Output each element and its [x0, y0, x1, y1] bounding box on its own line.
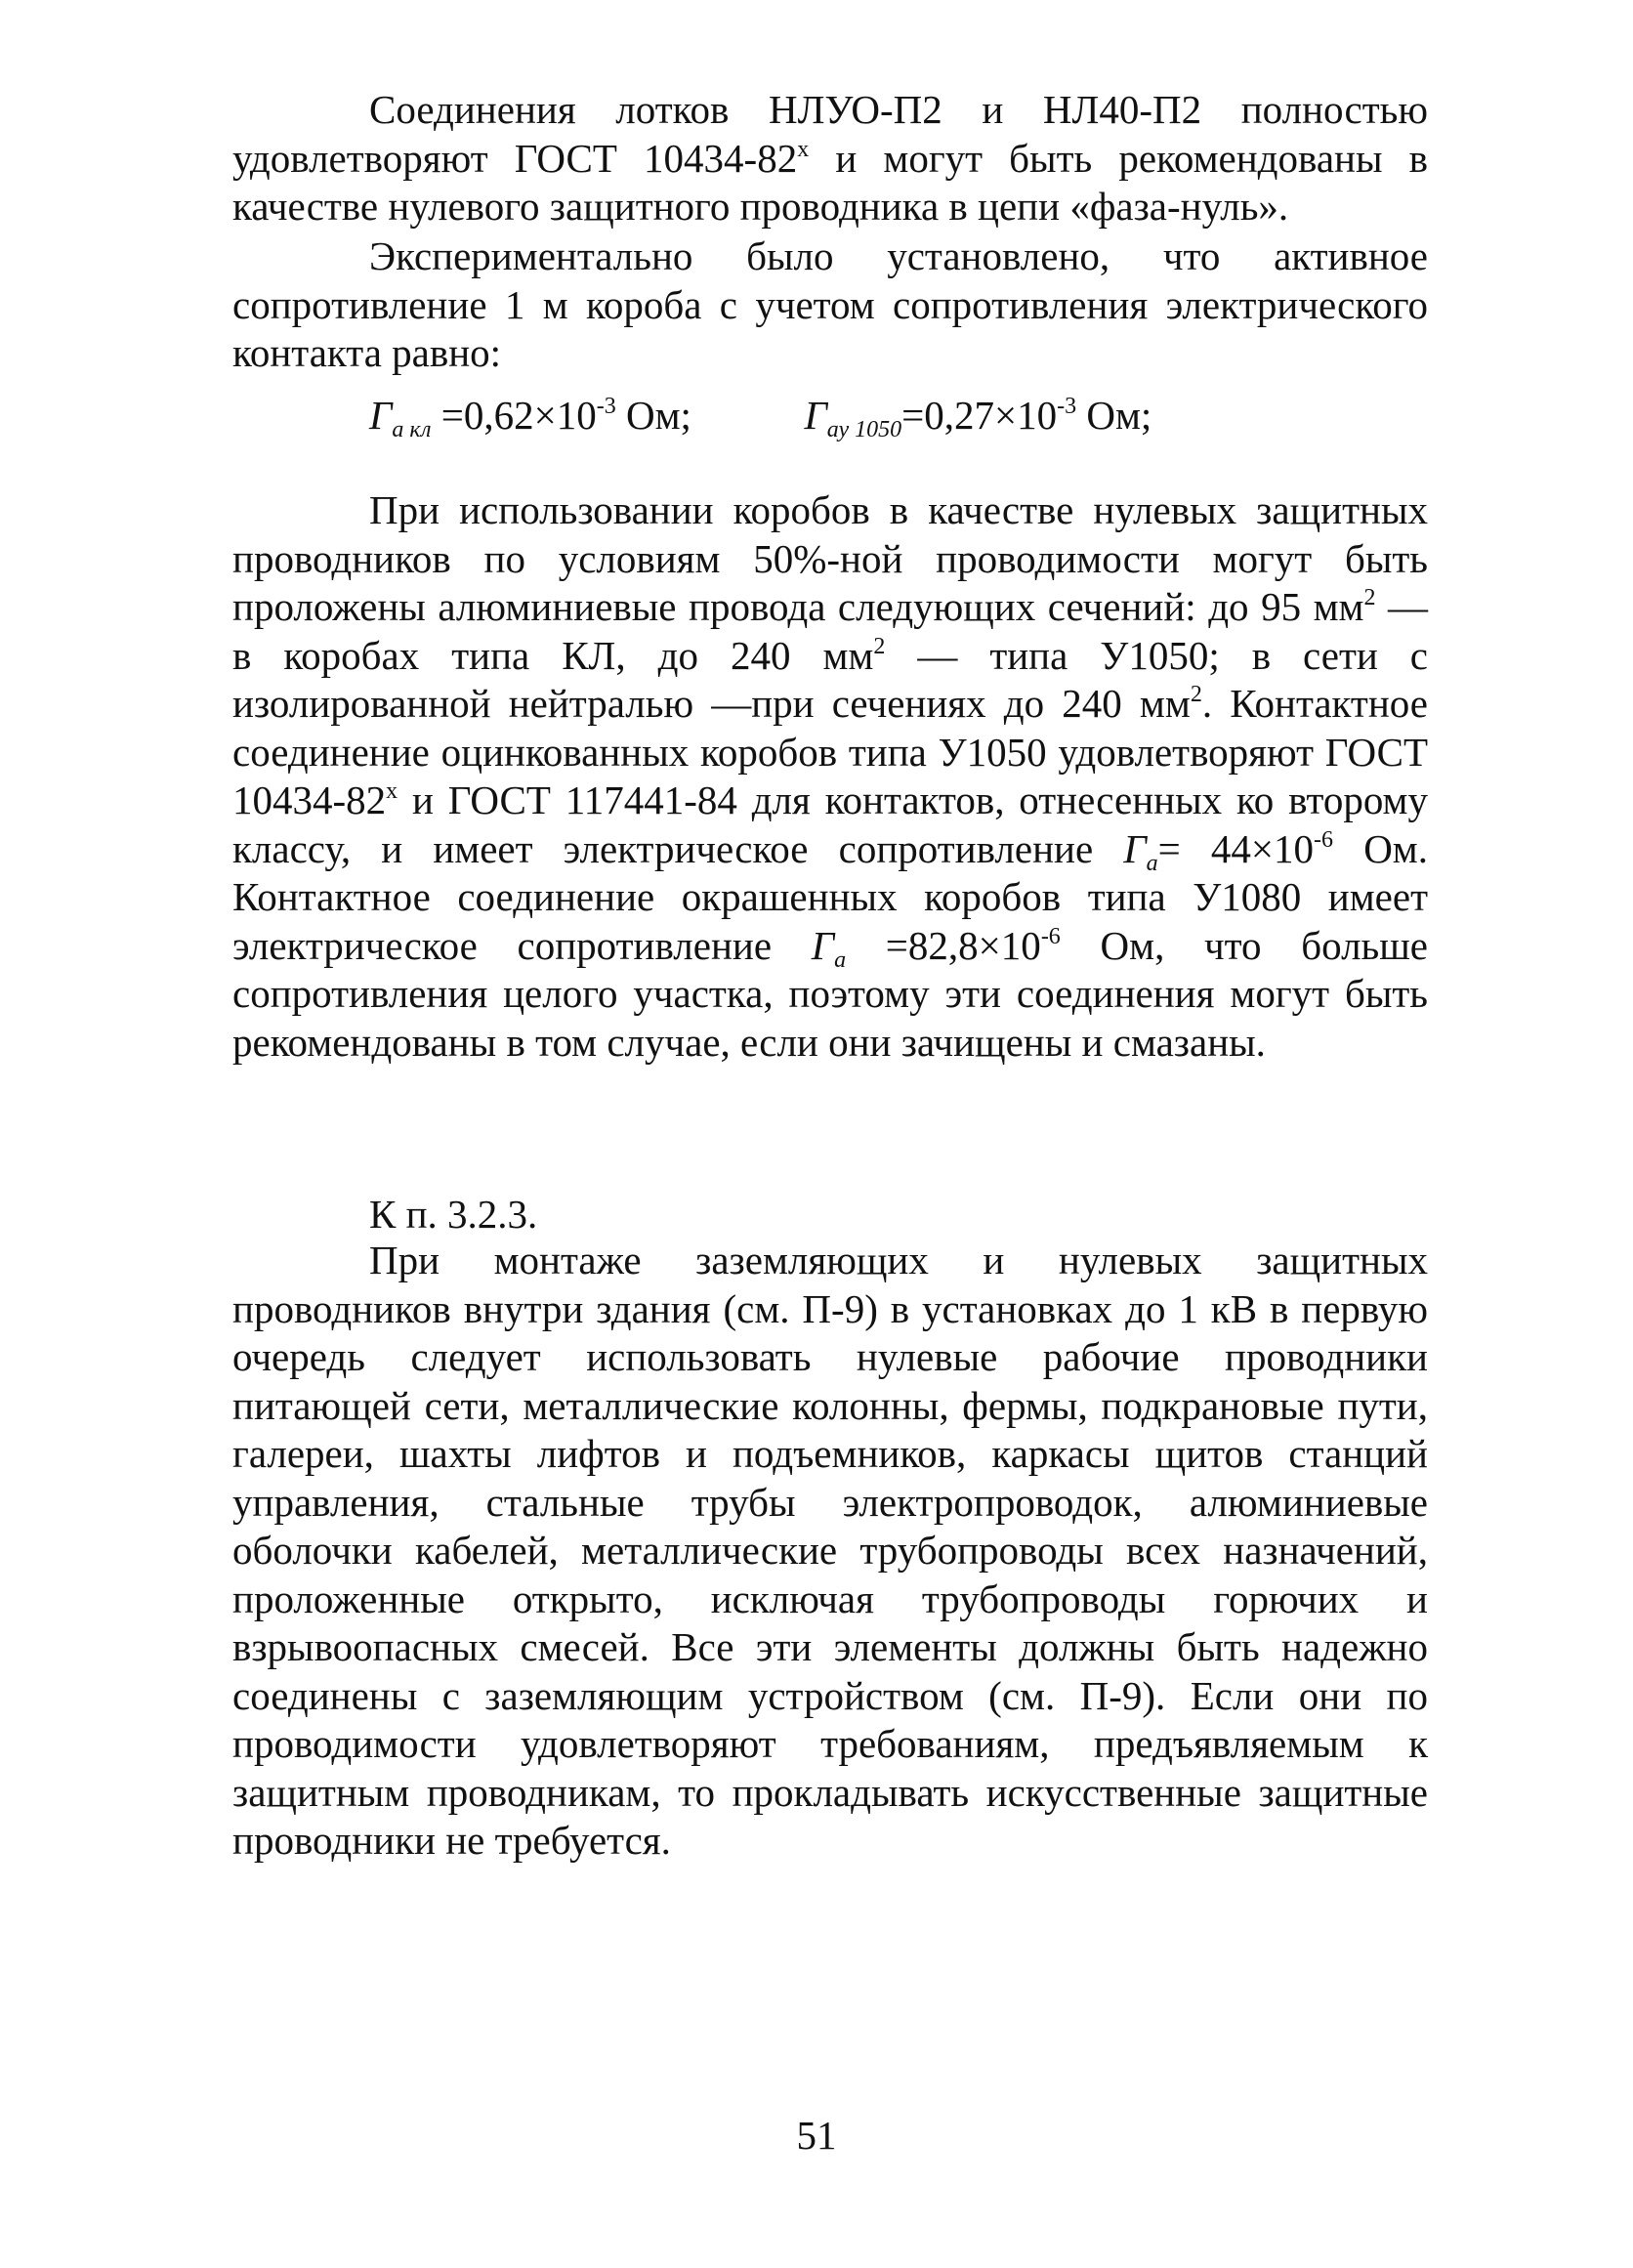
paragraph-experiment: Экспериментально было установлено, что активное сопротивление 1 м короба с учетом сопротивления электрического контакта равно:: [232, 233, 1428, 375]
page-number: 51: [796, 2113, 837, 2158]
paragraph-trays-connection: Соединения лотков НЛУО-П2 и НЛ40-П2 полностью удовлетворяют ГОСТ $10434-82^х$ и могут быть рекомендованы в качестве нулевого защитного проводника в цепи «фаза-нуль».: [232, 87, 1429, 229]
section-heading: К п. 3.2.3.: [369, 1192, 538, 1237]
paragraph-boxes-as-conductors: При использовании коробов в качестве нулевых защитных проводников по условиям 50%-ной проводимости могут быть проложены алюминиевые провода следующих сечений: до 95 $мм^2$ — в коробах типа КЛ, до 240 $мм^2$ — типа У1050; в сети с изолированной нейтралью —при сечениях до 240 $мм^2$. Контактное соединение оцинкованных коробов типа У1050 удовлетворяют ГОСТ $10434-82^х$ и ГОСТ 117441-84 для контактов, отнесенных ко второму классу, и имеет электрическое сопротивление $Г_а= 44\times 10^{-6}$ Ом. Контактное соединение окрашенных коробов типа У1080 имеет электрическое сопротивление $Г_а =82,8\times 10^{-6}$ Ом, что больше сопротивления целого участка, поэтому эти соединения могут быть рекомендованы в том случае, если они зачищены и смазаны.: [232, 487, 1429, 1065]
paragraph-grounding-installation: При монтаже заземляющих и нулевых защитных проводников внутри здания (см. П-9) в установках до 1 кВ в первую очередь следует использовать нулевые рабочие проводники питающей сети, металлические колонны, фермы, подкрановые пути, галереи, шахты лифтов и подъемников, каркасы щитов станций управления, стальные трубы электропроводок, алюминиевые оболочки кабелей, металлические трубопроводы всех назначений, проложенные открыто, исключая трубопроводы горючих и взрывоопасных смесей. Все эти элементы должны быть надежно соединены с заземляющим устройством (см. П-9). Если они по проводимости удовлетворяют требованиям, предъявляемым к защитным проводникам, то прокладывать искусственные защитные проводники не требуется.: [232, 1238, 1428, 1863]
resistance-formula: $Г_{а кл} =0,62\times 10^{-3}$ Ом; $Г_{ау 1050}=0,27\times 10^{-3}$ Ом;: [369, 393, 1152, 442]
